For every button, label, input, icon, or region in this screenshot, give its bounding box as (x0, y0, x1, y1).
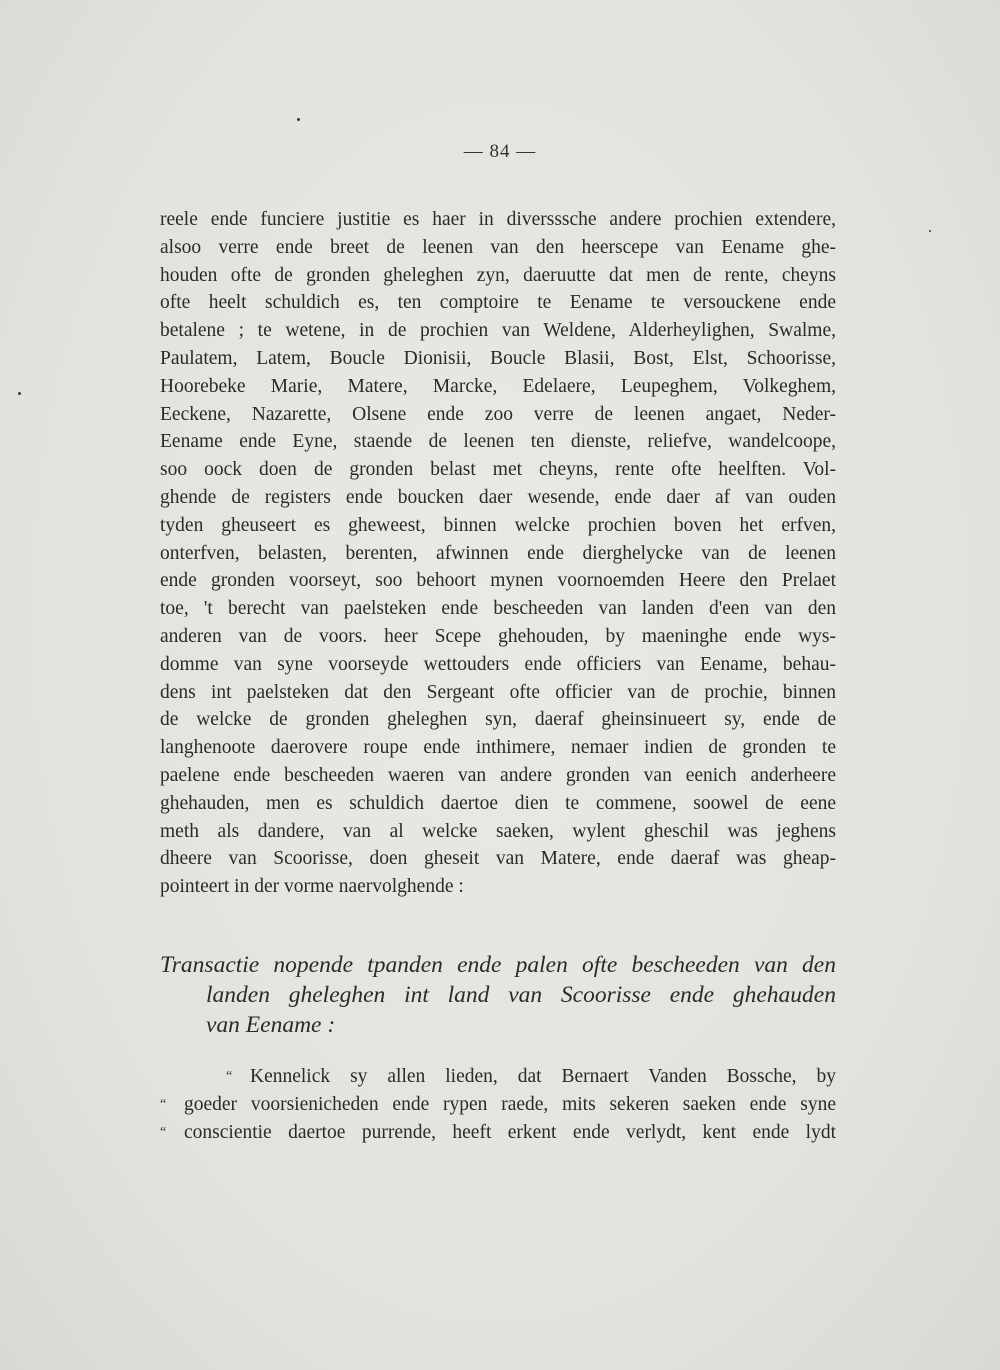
page-number: — 84 — (463, 141, 537, 162)
quoted-passage (160, 1063, 836, 1147)
body-line: langhenoote daerovere roupe ende inthimere, nemaer indien de gronden te (160, 737, 836, 759)
body-line: ghende de registers ende boucken daer wesende, ende daer af van ouden (160, 486, 836, 508)
body-line: ghehauden, men es schuldich daertoe dien te commene, soowel de eene (160, 792, 836, 814)
body-line: Hoorebeke Marie, Matere, Marcke, Edelaere, Leupeghem, Volkeghem, (160, 375, 836, 397)
body-line: tyden gheuseert es gheweest, binnen welcke prochien boven het erfven, (160, 514, 836, 536)
quote-text: conscientie daertoe purrende, heeft erkent ende verlydt, kent ende lydt (184, 1122, 836, 1143)
body-line: anderen van de voors. heer Scepe ghehouden, by maeninghe ende wys- (160, 625, 836, 647)
quote-line (160, 1091, 836, 1119)
paper-speck (929, 230, 931, 232)
body-line: houden ofte de gronden gheleghen zyn, daeruutte dat men de rente, cheyns (160, 264, 836, 286)
body-line: ofte heelt schuldich es, ten comptoire te Eename te versouckene ende (160, 292, 836, 314)
body-line: pointeert in der vorme naervolghende : (160, 876, 464, 898)
body-line: dens int paelsteken dat den Sergeant ofte officier van de prochie, binnen (160, 681, 836, 703)
quote-text: goeder voorsienicheden ende rypen raede, mits sekeren saeken ende syne (184, 1094, 836, 1115)
body-line: ende gronden voorseyt, soo behoort mynen voornoemden Heere den Prelaet (160, 570, 836, 592)
quote-mark: “ (226, 1069, 233, 1084)
body-line: Eename ende Eyne, staende de leenen ten dienste, reliefve, wandelcoope, (160, 431, 836, 453)
body-line: Paulatem, Latem, Boucle Dionisii, Boucle Blasii, Bost, Elst, Schoorisse, (160, 347, 836, 369)
body-line: alsoo verre ende breet de leenen van den heerscepe van Eename ghe- (160, 236, 836, 258)
body-line: toe, 't berecht van paelsteken ende bescheeden van landen d'een van den (160, 598, 836, 620)
quote-line (160, 1119, 836, 1147)
body-line: Eeckene, Nazarette, Olsene ende zoo verre de leenen angaet, Neder- (160, 403, 836, 425)
section-heading-line: van Eename : (206, 1012, 336, 1038)
body-line: betalene ; te wetene, in de prochien van Weldene, Alderheylighen, Swalme, (160, 320, 836, 342)
body-line: dheere van Scoorisse, doen gheseit van Matere, ende daeraf was gheap- (160, 848, 836, 870)
quote-text: Kennelick sy allen lieden, dat Bernaert Vanden Bossche, by (250, 1066, 836, 1087)
body-line: soo oock doen de gronden belast met cheyns, rente ofte heelften. Vol- (160, 459, 836, 481)
section-heading-line: landen gheleghen int land van Scoorisse ende ghehauden (206, 982, 836, 1008)
paper-speck (297, 118, 300, 121)
section-heading (160, 950, 836, 1040)
quote-line (160, 1063, 836, 1091)
quote-mark: “ (160, 1125, 167, 1140)
body-line: reele ende funciere justitie es haer in diversssche andere prochien extendere, (160, 209, 836, 230)
body-line: onterfven, belasten, berenten, afwinnen ende dierghelycke van de leenen (160, 542, 836, 564)
paper-speck (18, 392, 21, 395)
body-line: paelene ende bescheeden waeren van andere gronden van eenich anderheere (160, 764, 836, 786)
body-paragraph (160, 206, 836, 901)
body-line: de welcke de gronden gheleghen syn, daeraf gheinsinueert sy, ende de (160, 709, 836, 731)
body-line: domme van syne voorseyde wettouders ende officiers van Eename, behau- (160, 653, 836, 675)
section-heading-line: Transactie nopende tpanden ende palen ofte bescheeden van den (160, 952, 836, 978)
body-line: meth als dandere, van al welcke saeken, wylent gheschil was jeghens (160, 820, 836, 842)
quote-mark: “ (160, 1097, 167, 1112)
